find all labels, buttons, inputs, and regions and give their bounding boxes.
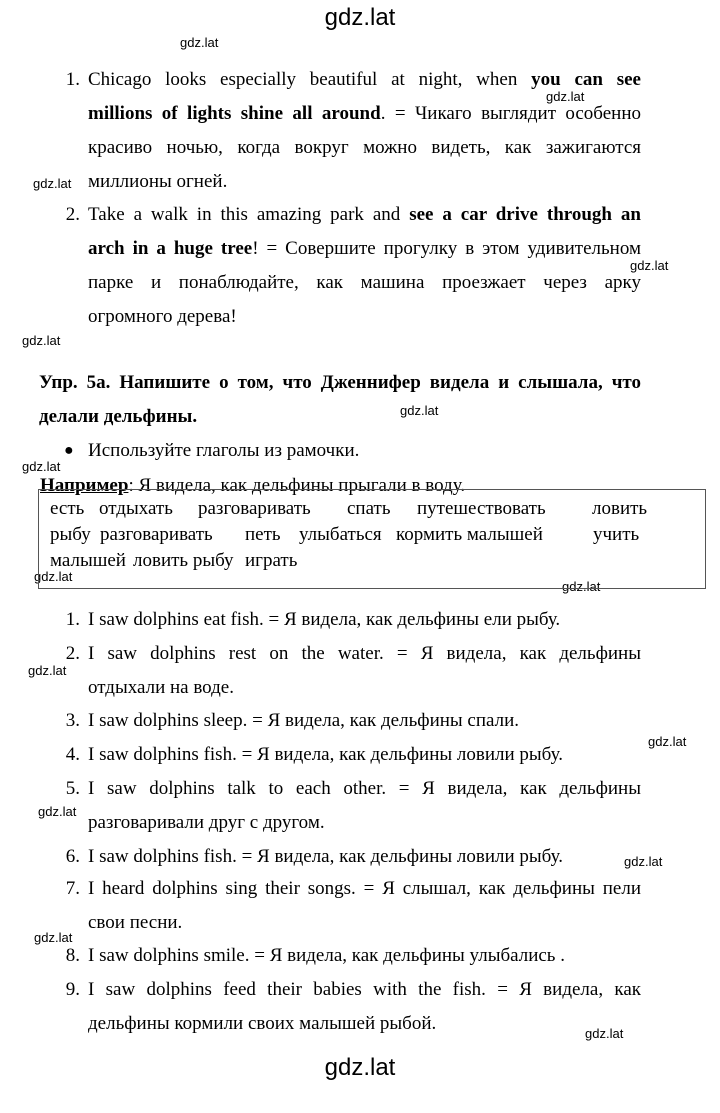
answer-line: разговаривали друг с другом. (88, 812, 325, 833)
item-number: 2. (65, 204, 80, 225)
watermark: gdz.lat (624, 854, 663, 869)
watermark: gdz.lat (180, 35, 219, 50)
item-1-line-4: миллионы огней. (88, 171, 228, 192)
word: малышей (50, 550, 126, 571)
answer-number: 5. (65, 778, 80, 799)
answer-number: 9. (65, 979, 80, 1000)
answer-number: 8. (65, 945, 80, 966)
header-watermark: gdz.lat (324, 4, 396, 31)
word: ловить рыбу (133, 550, 234, 571)
watermark: gdz.lat (648, 734, 687, 749)
footer-watermark: gdz.lat (324, 1054, 396, 1081)
word: разговаривать (198, 498, 311, 519)
watermark: gdz.lat (22, 459, 61, 474)
watermark: gdz.lat (22, 333, 61, 348)
item-number: 1. (65, 69, 80, 90)
answer-line: I saw dolphins rest on the water. = Я видела, как дельфины (88, 643, 641, 664)
word: путешествовать (417, 498, 546, 519)
item-2-line-2: arch in a huge tree! = Совершите прогулку в этом удивительном (88, 238, 641, 259)
word: ловить (592, 498, 648, 519)
watermark: gdz.lat (630, 258, 669, 273)
word: играть (245, 550, 298, 571)
exercise-heading-line-1: Упр. 5а. Напишите о том, что Дженнифер видела и слышала, что (39, 372, 641, 393)
answer-number: 2. (65, 643, 80, 664)
answer-line: I saw dolphins eat fish. = Я видела, как дельфины ели рыбу. (88, 609, 561, 630)
bullet-text: Используйте глаголы из рамочки. (88, 440, 360, 461)
answer-number: 6. (65, 846, 80, 867)
answer-line: отдыхали на воде. (88, 677, 234, 698)
word: рыбу (50, 524, 91, 545)
answer-line: I heard dolphins sing their songs. = Я слышал, как дельфины пели (88, 878, 641, 899)
answer-line: I saw dolphins talk to each other. = Я видела, как дельфины (88, 778, 641, 799)
answer-number: 7. (65, 878, 80, 899)
answer-number: 3. (65, 710, 80, 731)
watermark: gdz.lat (34, 569, 73, 584)
watermark: gdz.lat (28, 663, 67, 678)
example-text: : Я видела, как дельфины прыгали в воду. (128, 475, 466, 496)
answer-line: свои песни. (88, 912, 183, 933)
bullet-icon: ● (64, 442, 74, 459)
word: петь (245, 524, 281, 545)
word: кормить малышей (396, 524, 543, 545)
word: отдыхать (99, 498, 173, 519)
word: разговаривать (100, 524, 213, 545)
exercise-heading-line-2: делали дельфины. (39, 406, 198, 427)
answer-number: 1. (65, 609, 80, 630)
answer-number: 4. (65, 744, 80, 765)
example-label: Например (40, 475, 129, 496)
watermark: gdz.lat (562, 579, 601, 594)
item-2-line-3: парке и понаблюдайте, как машина проезжает через арку (88, 272, 641, 293)
answer-line: I saw dolphins fish. = Я видела, как дельфины ловили рыбу. (88, 846, 563, 867)
answer-line: дельфины кормили своих малышей рыбой. (88, 1013, 437, 1034)
answer-line: I saw dolphins fish. = Я видела, как дельфины ловили рыбу. (88, 744, 563, 765)
answer-line: I saw dolphins feed their babies with the fish. = Я видела, как (88, 979, 641, 1000)
answer-line: I saw dolphins smile. = Я видела, как дельфины улыбались . (88, 945, 565, 966)
item-2-line-1: Take a walk in this amazing park and see a car drive through an (88, 204, 641, 225)
word: есть (50, 498, 85, 519)
answer-line: I saw dolphins sleep. = Я видела, как дельфины спали. (88, 710, 520, 731)
word: спать (347, 498, 391, 519)
watermark: gdz.lat (546, 89, 585, 104)
item-1-line-2: millions of lights shine all around. = Чикаго выглядит особенно (88, 103, 641, 124)
word: улыбаться (299, 524, 382, 545)
watermark: gdz.lat (34, 930, 73, 945)
item-1-line-1: Chicago looks especially beautiful at night, when you can see (88, 69, 641, 90)
word: учить (593, 524, 640, 545)
watermark: gdz.lat (585, 1026, 624, 1041)
watermark: gdz.lat (38, 804, 77, 819)
item-2-line-4: огромного дерева! (88, 306, 237, 327)
watermark: gdz.lat (400, 403, 439, 418)
item-1-line-3: красиво ночью, когда вокруг можно видеть, как зажигаются (88, 137, 641, 158)
watermark: gdz.lat (33, 176, 72, 191)
